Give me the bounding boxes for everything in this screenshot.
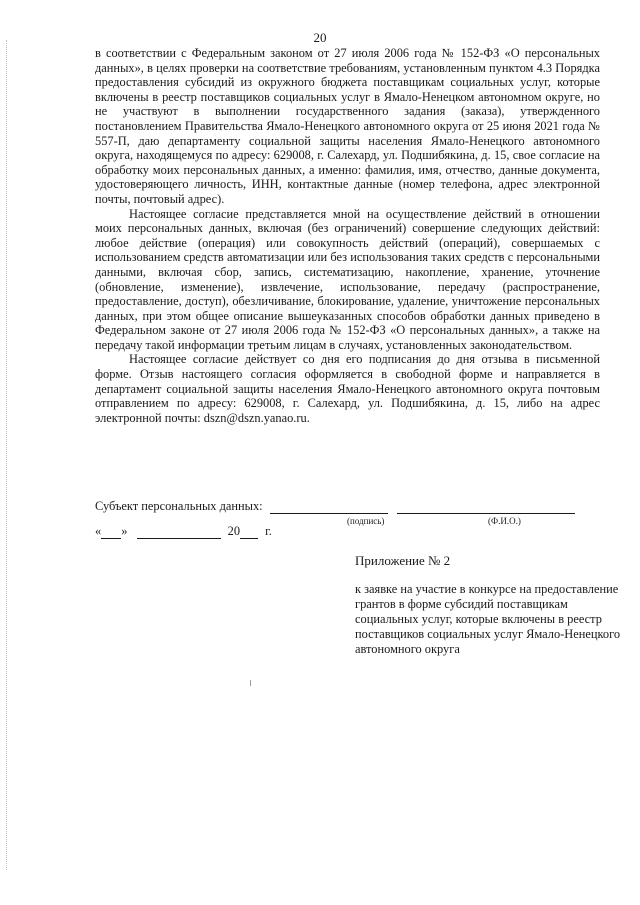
date-open-quote: «	[95, 524, 102, 538]
signature-caption: (подпись)	[347, 516, 385, 526]
signature-line	[270, 501, 388, 514]
year-suffix: г.	[265, 524, 272, 538]
page-number: 20	[313, 30, 327, 45]
consent-text	[95, 46, 600, 425]
appendix-description: к заявке на участие в конкурсе на предоставление грантов в форме субсидий поставщикам социальных услуг, которые включены в реестр поставщиков социальных услуг Ямало-Ненецкого автономного округа	[355, 582, 621, 656]
signature-row	[95, 499, 605, 514]
full-name-line	[397, 501, 575, 514]
full-name-caption: (Ф.И.О.)	[488, 516, 521, 526]
paragraph-validity-withdrawal: Настоящее согласие действует со дня его подписания до дня отзыва в письменной форме. Отзыв настоящего согласия оформляется в свободной форме и направляется в департамент социальной защиты населения Ямало-Ненецкого автономного округа почтовым отправлением по адресу: 629008, г. Салехард, ул. Подшибякина, д. 15, либо на адрес электронной почты: dszn@dszn.yanao.ru.	[95, 352, 600, 425]
paragraph-processing-actions: Настоящее согласие представляется мной на осуществление действий в отношении моих персональных данных, включая (без ограничений) совершение следующих действий: любое действие (операция) или совокупность действий (операций), совершаемых с использованием средств автоматизации или без использования таких средств с персональными данными, включая сбор, запись, систематизацию, накопление, хранение, уточнение (обновление, изменение), извлечение, использование, передачу (распространение, предоставление, доступ), обезличивание, блокирование, удаление, уничтожение персональных данных, при этом общее описание вышеуказанных способов обработки данных приведено в Федеральном законе от 27 июля 2006 года № 152-ФЗ «О персональных данных», а также на передачу такой информации третьим лицам в случаях, установленных законодательством.	[95, 206, 600, 352]
month-blank	[137, 526, 221, 539]
appendix-title: Приложение № 2	[355, 553, 451, 568]
scan-speck	[250, 680, 251, 686]
signature-label: Субъект персональных данных:	[95, 499, 263, 513]
day-blank	[101, 526, 121, 539]
date-line	[95, 524, 272, 539]
year-blank	[240, 526, 258, 539]
year-prefix: 20	[227, 524, 241, 538]
appendix-header	[355, 553, 625, 657]
date-close-quote: »	[121, 524, 128, 538]
scan-margin-artifact	[6, 40, 8, 870]
paragraph-consent-scope: в соответствии с Федеральным законом от 27 июля 2006 года № 152-ФЗ «О персональных данных», в целях проверки на соответствие требованиям, установленным пунктом 4.3 Порядка предоставления субсидий из окружного бюджета поставщикам социальных услуг, которые включены в реестр поставщиков социальных услуг в Ямало-Ненецком автономном округе, но не участвуют в выполнении государственного задания (заказа), утвержденного постановлением Правительства Ямало-Ненецкого автономного округа от 25 июня 2021 года № 557-П, даю департаменту социальной защиты населения Ямало-Ненецкого автономного округа, находящемуся по адресу: 629008, г. Салехард, ул. Подшибякина, д. 15, свое согласие на обработку моих персональных данных, а именно: фамилия, имя, отчество, данные документа, удостоверяющего личность, ИНН, контактные данные (номер телефона, адрес электронной почты, почтовый адрес).	[95, 46, 600, 206]
